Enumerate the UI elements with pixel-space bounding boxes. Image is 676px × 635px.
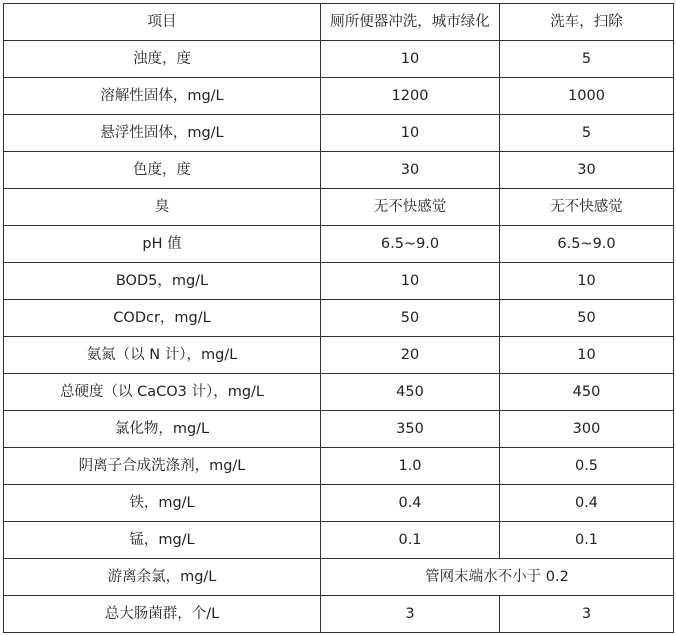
header-row [4, 4, 674, 41]
table-row [4, 78, 674, 115]
table-row [4, 448, 674, 485]
value-car-wash-cleaning-cell: 6.5~9.0 [500, 226, 674, 263]
row-label-cell: 臭 [4, 189, 321, 226]
table-row [4, 152, 674, 189]
value-car-wash-cleaning-cell: 0.4 [500, 485, 674, 522]
table-row [4, 522, 674, 559]
value-car-wash-cleaning-cell: 3 [500, 596, 674, 633]
table-row [4, 337, 674, 374]
header-cell-car-wash-cleaning: 洗车，扫除 [500, 4, 674, 41]
value-car-wash-cleaning-cell: 30 [500, 152, 674, 189]
value-toilet-greening-cell: 1.0 [321, 448, 500, 485]
value-car-wash-cleaning-cell: 无不快感觉 [500, 189, 674, 226]
value-toilet-greening-cell: 0.4 [321, 485, 500, 522]
value-toilet-greening-cell: 3 [321, 596, 500, 633]
table-body [4, 4, 674, 633]
value-car-wash-cleaning-cell: 10 [500, 337, 674, 374]
value-car-wash-cleaning-cell: 300 [500, 411, 674, 448]
table-row [4, 226, 674, 263]
row-label-cell: 悬浮性固体，mg/L [4, 115, 321, 152]
value-car-wash-cleaning-cell: 1000 [500, 78, 674, 115]
row-label-cell: 浊度，度 [4, 41, 321, 78]
value-toilet-greening-cell: 0.1 [321, 522, 500, 559]
value-toilet-greening-cell: 350 [321, 411, 500, 448]
value-car-wash-cleaning-cell: 5 [500, 41, 674, 78]
row-label-cell: BOD5，mg/L [4, 263, 321, 300]
value-toilet-greening-cell: 10 [321, 41, 500, 78]
table-row [4, 189, 674, 226]
table-row [4, 411, 674, 448]
table-row [4, 263, 674, 300]
table-row [4, 596, 674, 633]
table-row [4, 115, 674, 152]
value-toilet-greening-cell: 50 [321, 300, 500, 337]
row-label-cell: 溶解性固体，mg/L [4, 78, 321, 115]
water-quality-table [3, 3, 674, 633]
value-car-wash-cleaning-cell: 0.5 [500, 448, 674, 485]
value-toilet-greening-cell: 10 [321, 115, 500, 152]
value-car-wash-cleaning-cell: 50 [500, 300, 674, 337]
row-label-cell: 总硬度（以 CaCO3 计），mg/L [4, 374, 321, 411]
table-row [4, 300, 674, 337]
merged-value-cell: 管网末端水不小于 0.2 [321, 559, 674, 596]
row-label-cell: 阴离子合成洗涤剂，mg/L [4, 448, 321, 485]
value-toilet-greening-cell: 10 [321, 263, 500, 300]
header-cell-toilet-greening: 厕所便器冲洗，城市绿化 [321, 4, 500, 41]
value-toilet-greening-cell: 6.5~9.0 [321, 226, 500, 263]
value-toilet-greening-cell: 无不快感觉 [321, 189, 500, 226]
header-cell-item: 项目 [4, 4, 321, 41]
value-car-wash-cleaning-cell: 10 [500, 263, 674, 300]
value-car-wash-cleaning-cell: 0.1 [500, 522, 674, 559]
table-row [4, 485, 674, 522]
value-toilet-greening-cell: 30 [321, 152, 500, 189]
value-toilet-greening-cell: 20 [321, 337, 500, 374]
row-label-cell: 锰，mg/L [4, 522, 321, 559]
row-label-cell: 总大肠菌群，个/L [4, 596, 321, 633]
value-car-wash-cleaning-cell: 5 [500, 115, 674, 152]
row-label-cell: 氯化物，mg/L [4, 411, 321, 448]
table-row [4, 41, 674, 78]
row-label-cell: 铁，mg/L [4, 485, 321, 522]
row-label-cell: 色度，度 [4, 152, 321, 189]
value-toilet-greening-cell: 1200 [321, 78, 500, 115]
row-label-cell: CODcr，mg/L [4, 300, 321, 337]
row-label-cell: pH 值 [4, 226, 321, 263]
table-row [4, 374, 674, 411]
value-car-wash-cleaning-cell: 450 [500, 374, 674, 411]
row-label-cell: 氨氮（以 N 计），mg/L [4, 337, 321, 374]
table-row-merged [4, 559, 674, 596]
value-toilet-greening-cell: 450 [321, 374, 500, 411]
row-label-cell: 游离余氯，mg/L [4, 559, 321, 596]
